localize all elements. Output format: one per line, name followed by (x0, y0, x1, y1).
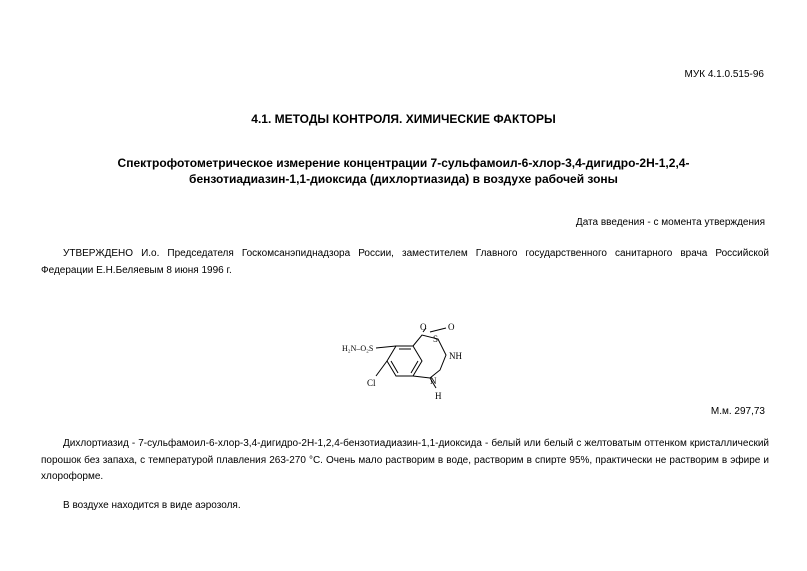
structural-formula (334, 318, 484, 403)
description-paragraph: Дихлортиазид - 7-сульфамоил-6-хлор-3,4-дигидро-2Н-1,2,4-бензотиадиазин-1,1-диоксида - белый или белый с желтоватым оттенком кристаллический порошок без запаха, с температурой плавления 263-270 °С. Очень мало растворим в воде, растворим в спирте 95%, практически не растворим в эфире и хлороформе. (41, 438, 769, 482)
nh-label: NH (449, 351, 462, 361)
chloro-bond (376, 361, 387, 376)
approval-paragraph: УТВЕРЖДЕНО И.о. Председателя Госкомсанэпиднадзора России, заместителем Главного государственного санитарного врача Российской Федерации Е.Н.Беляевым 8 июня 1996 г. (41, 248, 769, 276)
sulfonyl-bond (430, 328, 446, 332)
chlorine-label: Cl (367, 378, 376, 388)
sulfur-label: S (433, 334, 439, 344)
document-title (60, 155, 747, 187)
nitrogen-label: N (430, 376, 437, 386)
benzene-double-bond (391, 361, 398, 373)
benzene-double-bond (411, 361, 418, 373)
aerosol-paragraph: В воздухе находится в виде аэрозоля. (63, 500, 241, 511)
oxygen-label-1: O (420, 322, 427, 332)
sulfamoyl-bond (376, 346, 396, 348)
section-title: 4.1. МЕТОДЫ КОНТРОЛЯ. ХИМИЧЕСКИЕ ФАКТОРЫ (251, 112, 556, 126)
sulfamoyl-label: H₂N–O₂S (342, 344, 374, 353)
document-code: МУК 4.1.0.515-96 (684, 69, 764, 80)
document-title-line-1: Спектрофотометрическое измерение концентрации 7-сульфамоил-6-хлор-3,4-дигидро-2Н-1,2,4- (117, 156, 690, 170)
molar-mass: М.м. 297,73 (710, 406, 765, 417)
heterocycle-ring (413, 335, 446, 378)
introduction-date: Дата введения - с момента утверждения (575, 217, 765, 228)
hydrogen-label: H (435, 391, 442, 401)
document-title-line-2: бензотиадиазин-1,1-диоксида (дихлортиазида) в воздухе рабочей зоны (189, 172, 618, 186)
oxygen-label-2: O (448, 322, 455, 332)
benzene-ring (387, 346, 422, 376)
